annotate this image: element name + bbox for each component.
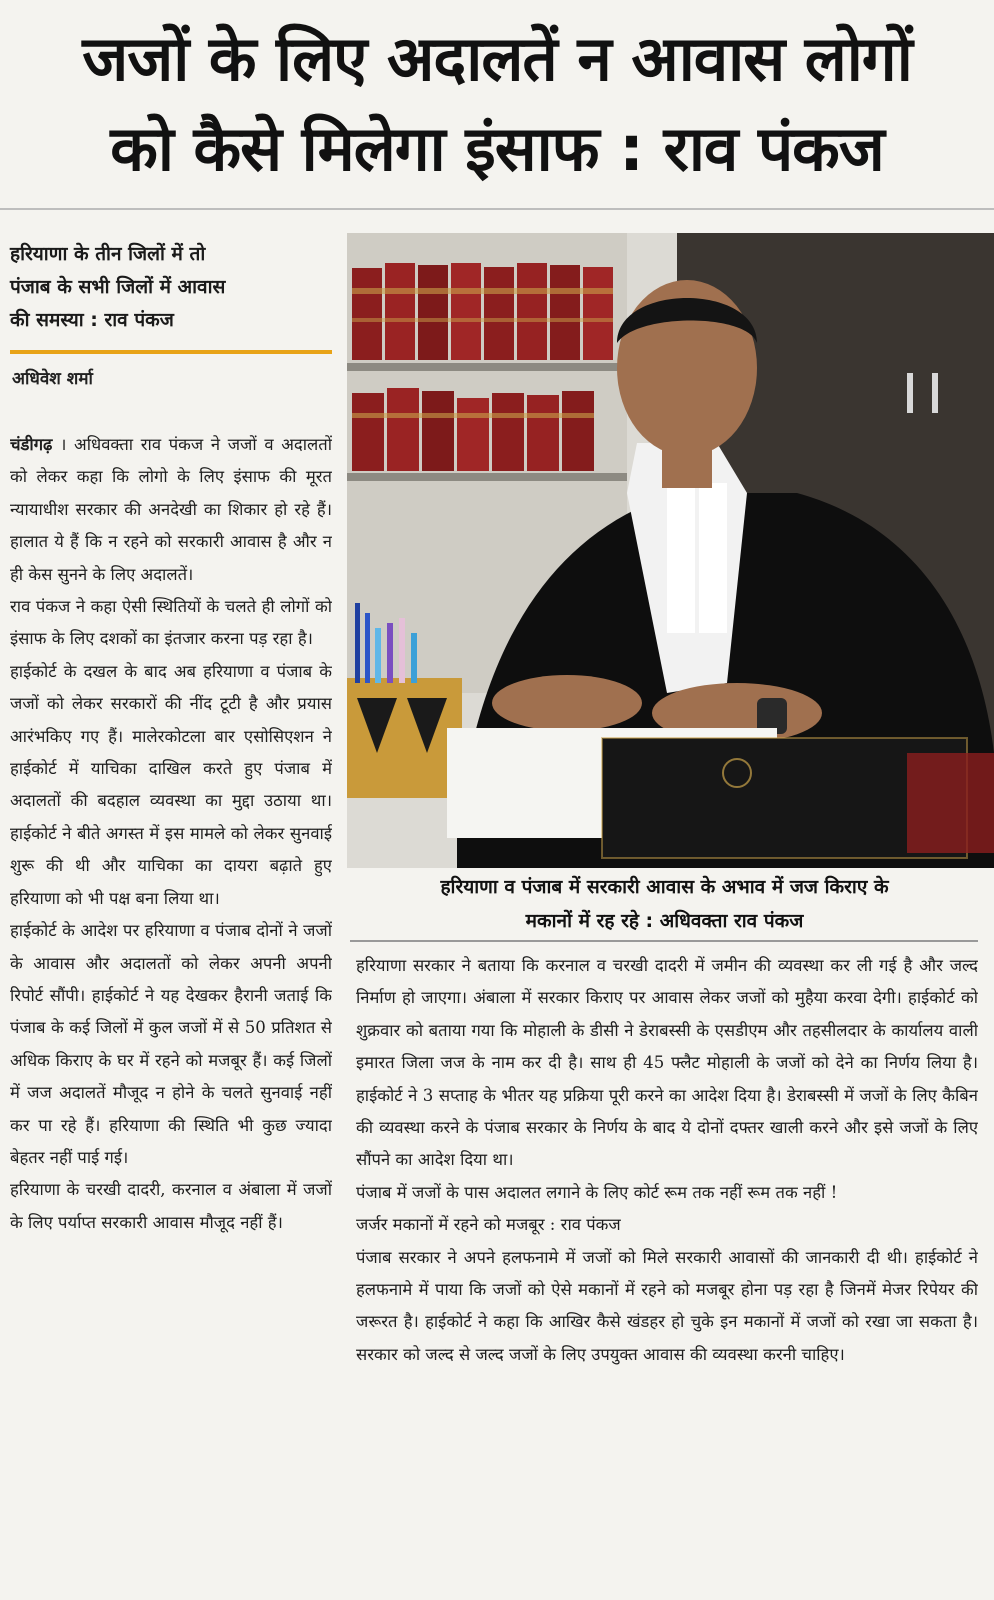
headline (0, 14, 994, 194)
paragraph: हाईकोर्ट के दखल के बाद अब हरियाणा व पंजाब के जजों को लेकर सरकारों की नींद टूटी है और प्रयास आरंभकिए गए हैं। मालेरकोटला बार एसोसिएशन ने हाईकोर्ट में याचिका दाखिल करते हुए पंजाब में अदालतों की बदहाल व्यवस्था का मुद्दा उठाया था। हाईकोर्ट ने बीते अगस्त में इस मामले को लेकर सुनवाई शुरू की थी और याचिका का दायरा बढ़ाते हुए हरियाणा को भी पक्ष बना लिया था। (10, 661, 332, 908)
headline-line-1: जजों के लिए अदालतें न आवास लोगों (82, 22, 912, 95)
section-subheading: जर्जर मकानों में रहने को मजबूर : राव पंकज (356, 1215, 621, 1235)
paragraph (10, 428, 332, 591)
dateline: चंडीगढ़ (10, 434, 53, 454)
caption-line-2: मकानों में रह रहे : अधिवक्ता राव पंकज (525, 910, 804, 932)
accent-rule (10, 350, 332, 354)
paragraph: हरियाणा के चरखी दादरी, करनाल व अंबाला में जजों के लिए पर्याप्त सरकारी आवास मौजूद नहीं हैं। (10, 1180, 332, 1232)
byline: अधिवेश शर्मा (12, 369, 93, 389)
article-column-left (10, 428, 332, 1593)
headline-line-2: को कैसे मिलेगा इंसाफ : राव पंकज (110, 112, 884, 185)
photo-caption (352, 870, 977, 938)
paragraph: राव पंकज ने कहा ऐसी स्थितियों के चलते ही लोगों को इंसाफ के लिए दशकों का इंतजार करना पड़ रहा है। (10, 597, 332, 649)
divider (350, 940, 978, 942)
article-column-right (356, 950, 978, 1590)
lawyer-photo (347, 233, 994, 868)
subheadline (10, 238, 330, 337)
paragraph-text: । अधिवक्ता राव पंकज ने जजों व अदालतों को लेकर कहा कि लोगो के लिए इंसाफ की मूरत न्यायाधीश सरकार की अनदेखी का शिकार हो रहे हैं। हालात ये हैं कि न रहने को सरकारी आवास है और न ही केस सुनने के लिए अदालतें। (10, 435, 332, 584)
subheadline-line-2: पंजाब के सभी जिलों में आवास (10, 276, 226, 298)
caption-line-1: हरियाणा व पंजाब में सरकारी आवास के अभाव में जज किराए के (440, 876, 889, 898)
subheadline-line-3: की समस्या : राव पंकज (10, 309, 174, 331)
divider (0, 208, 994, 210)
subheadline-line-1: हरियाणा के तीन जिलों में तो (10, 243, 206, 265)
paragraph: पंजाब में जजों के पास अदालत लगाने के लिए कोर्ट रूम तक नहीं रूम तक नहीं ! (356, 1182, 838, 1202)
law-books-middle-shelf (352, 388, 594, 471)
paragraph: पंजाब सरकार ने अपने हलफनामे में जजों को मिले सरकारी आवासों की जानकारी दी थी। हाईकोर्ट ने हलफनामे में पाया कि जजों को ऐसे मकानों में रहने को मजबूर होना पड़ रहा है जिनमें मेजर रिपेयर की जरूरत है। हाईकोर्ट ने कहा कि आखिर कैसे खंडहर हो चुके इन मकानों में जजों को रखा जा सकता है। सरकार को जल्द से जल्द जजों के लिए उपयुक्त आवास की व्यवस्था करनी चाहिए। (356, 1247, 978, 1364)
paragraph: हरियाणा सरकार ने बताया कि करनाल व चरखी दादरी में जमीन की व्यवस्था कर ली गई है और जल्द निर्माण हो जाएगा। अंबाला में सरकार किराए पर आवास लेकर जजों को मुहैया करवा देगी। हाईकोर्ट को शुक्रवार को बताया गया कि मोहाली के डीसी ने डेराबस्सी के एसडीएम और तहसीलदार के कार्यालय वाली इमारत जिला जज के नाम कर दी है। साथ ही 45 फ्लैट मोहाली के जजों को देने का निर्णय लिया है। हाईकोर्ट ने 3 सप्ताह के भीतर यह प्रक्रिया पूरी करने का आदेश दिया है। डेराबस्सी में जजों के लिए कैबिन की व्यवस्था करने के पंजाब सरकार के निर्णय के बाद ये दोनों दफ्तर खाली करने और इसे जजों के लिए सौंपने का आदेश दिया था। (356, 956, 978, 1170)
paragraph: हाईकोर्ट के आदेश पर हरियाणा व पंजाब दोनों ने जजों के आवास और अदालतों को लेकर अपनी अपनी रिपोर्ट सौंपी। हाईकोर्ट ने यह देखकर हैरानी जताई कि पंजाब के कई जिलों में कुल जजों में से 50 प्रतिशत से अधिक किराए के घर में रहने को मजबूर हैं। कई जिलों में जज अदालतें मौजूद न होने के चलते सुनवाई नहीं कर पा रहे हैं। हरियाणा की स्थिति भी कुछ ज्यादा बेहतर नहीं पाई गई। (10, 921, 332, 1167)
